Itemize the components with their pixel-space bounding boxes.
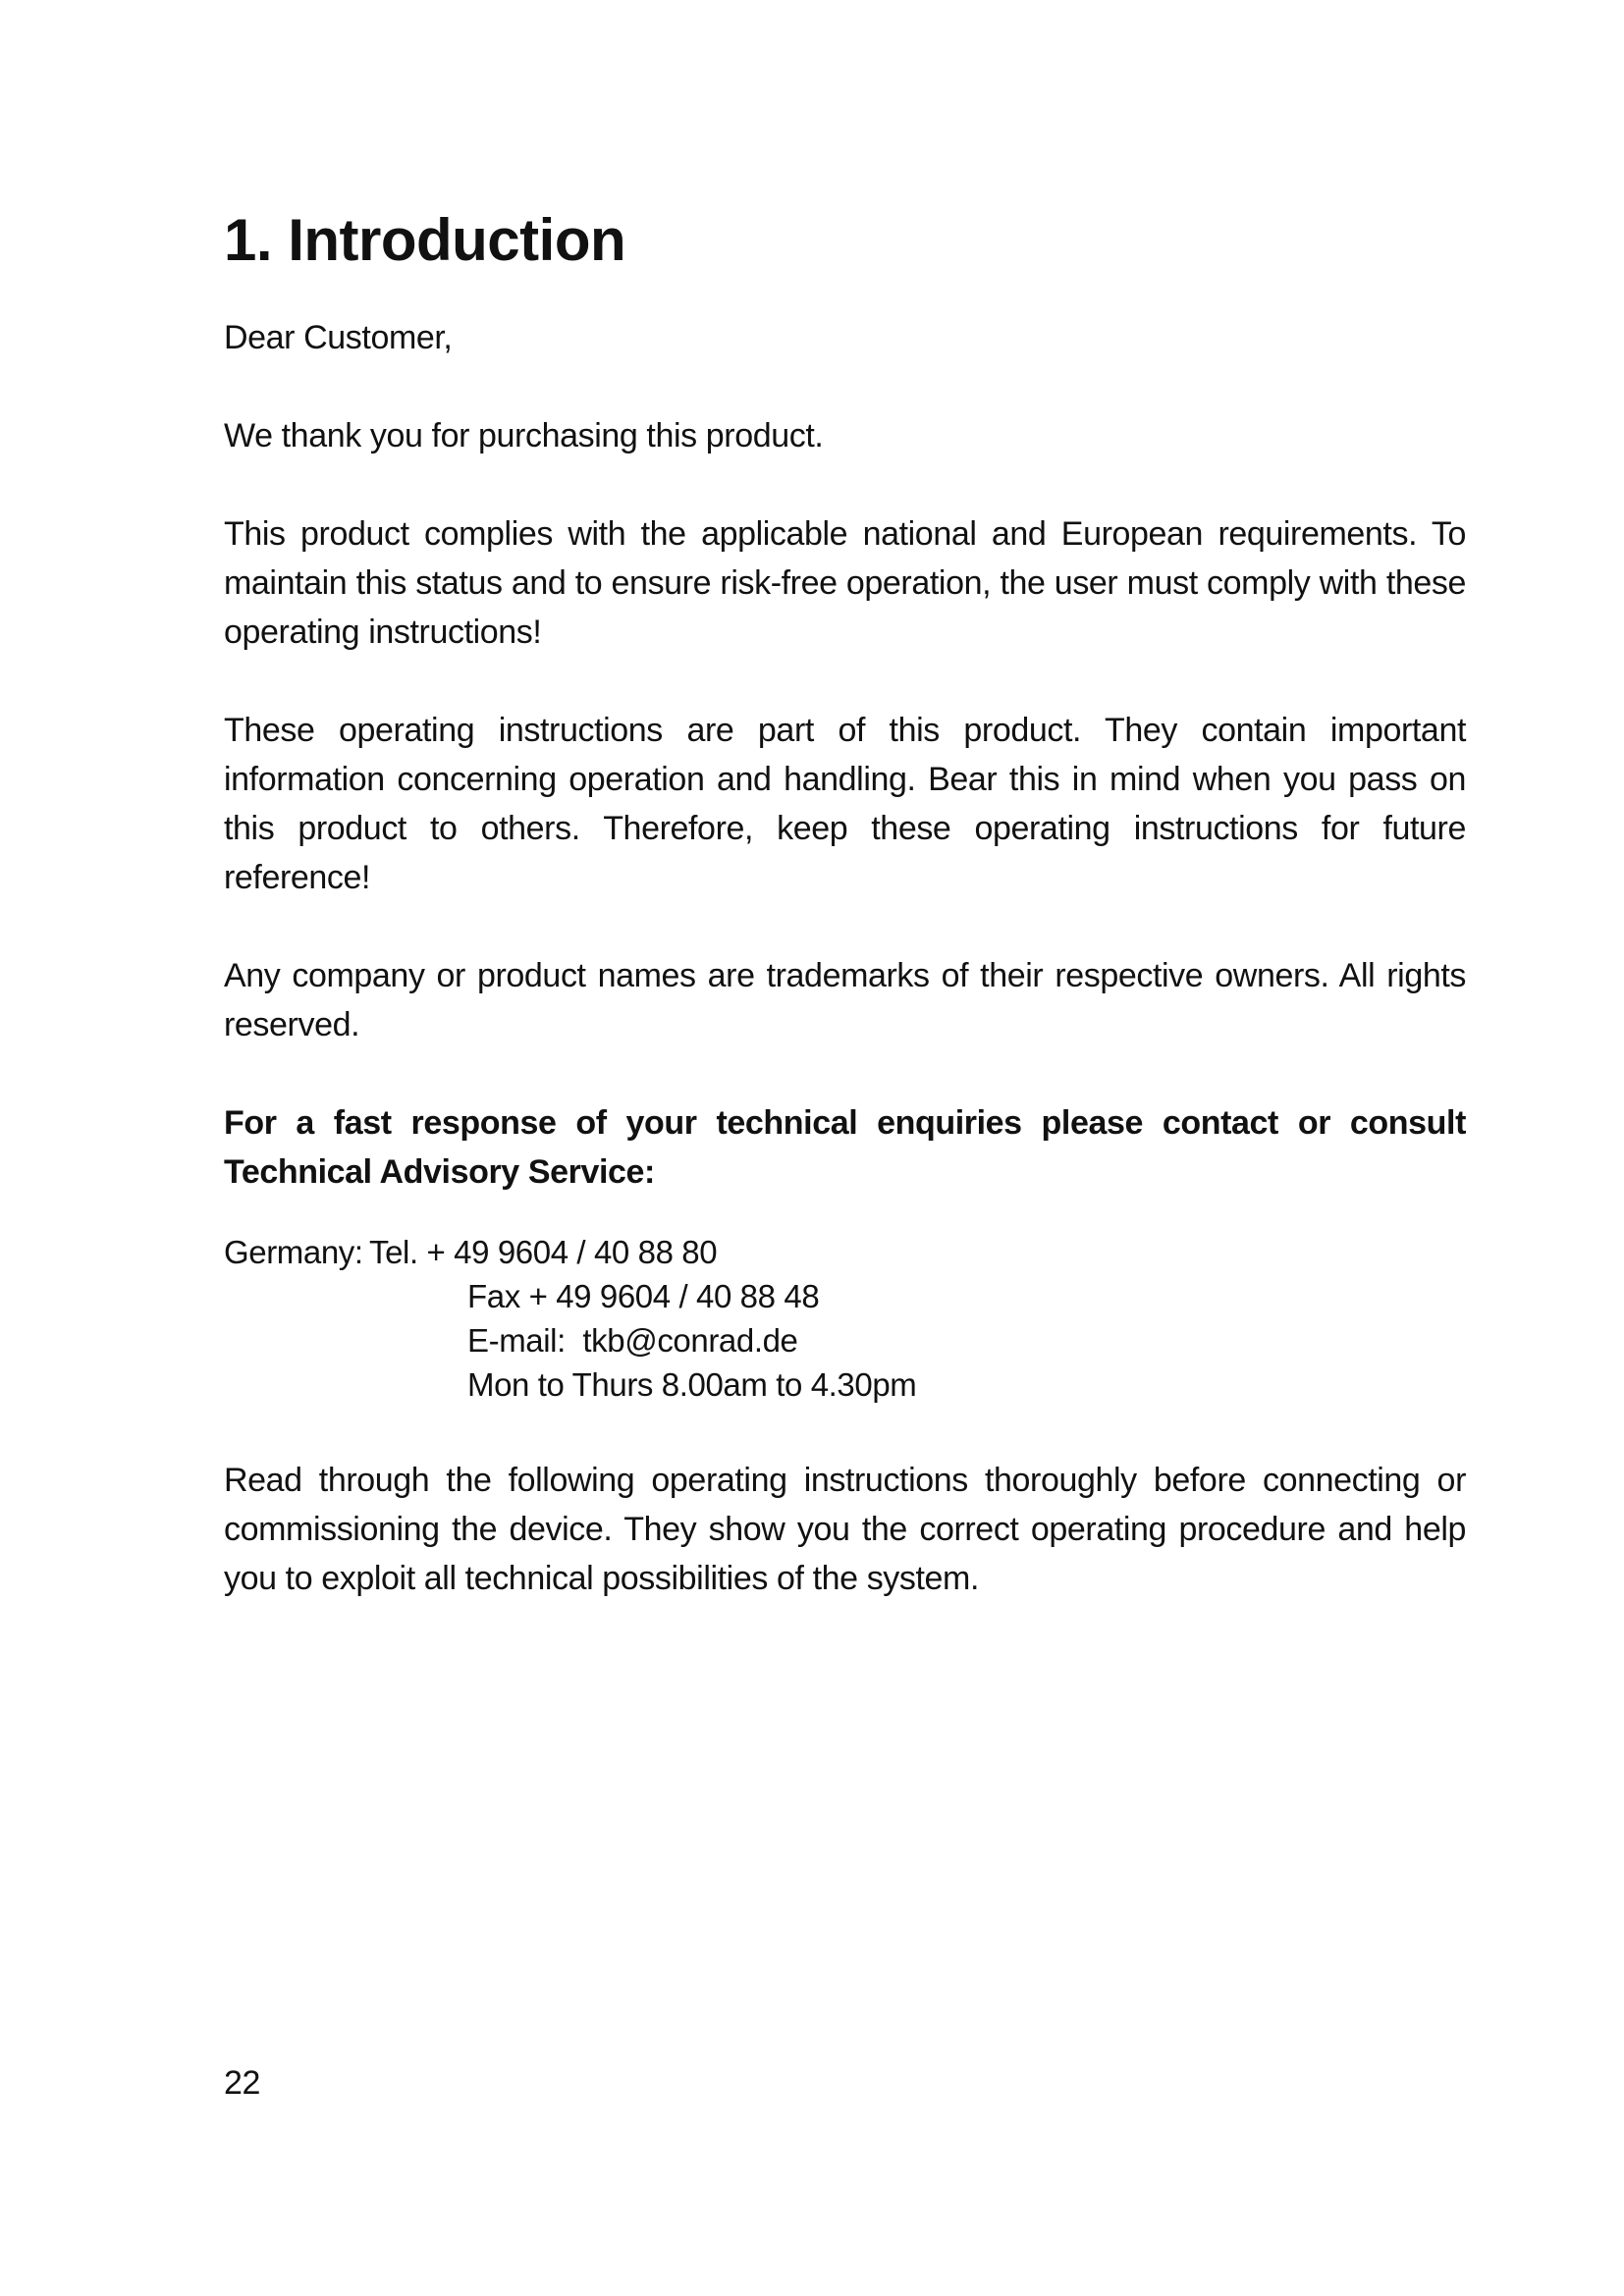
page-number: 22: [224, 2064, 261, 2102]
contact-block: [224, 1230, 1466, 1407]
contact-tel-row: [224, 1230, 1466, 1274]
instructions-paragraph: These operating instructions are part of this product. They contain important information concerning operation and handling. Bear this in mind when you pass on this product to others. Therefore, keep these operating instructions for future reference!: [224, 712, 1466, 896]
contact-hours: Mon to Thurs 8.00am to 4.30pm: [467, 1366, 917, 1403]
trademarks-paragraph: Any company or product names are trademarks of their respective owners. All rights reserved.: [224, 957, 1466, 1043]
section-title: 1. Introduction: [224, 207, 626, 273]
page-content: [224, 206, 1466, 1652]
contact-email-row: [224, 1318, 1466, 1362]
contact-tel: Tel. + 49 9604 / 40 88 80: [369, 1234, 718, 1270]
read-through-paragraph: Read through the following operating instructions thoroughly before connecting or commissioning the device. They show you the correct operating procedure and help you to exploit all technical possibilities of the system.: [224, 1462, 1466, 1597]
thanks-paragraph: We thank you for purchasing this product.: [224, 417, 824, 454]
contact-country: Germany:: [224, 1234, 363, 1270]
compliance-paragraph: This product complies with the applicable national and European requirements. To maintain this status and to ensure risk-free operation, the user must comply with these operating instructions!: [224, 515, 1466, 651]
fast-response-paragraph: For a fast response of your technical enquiries please contact or consult Technical Advisory Service:: [224, 1104, 1466, 1191]
contact-email: E-mail: tkb@conrad.de: [467, 1322, 798, 1359]
contact-fax: Fax + 49 9604 / 40 88 48: [467, 1278, 820, 1314]
greeting-paragraph: Dear Customer,: [224, 319, 453, 356]
contact-hours-row: [224, 1362, 1466, 1407]
contact-fax-row: [224, 1274, 1466, 1318]
